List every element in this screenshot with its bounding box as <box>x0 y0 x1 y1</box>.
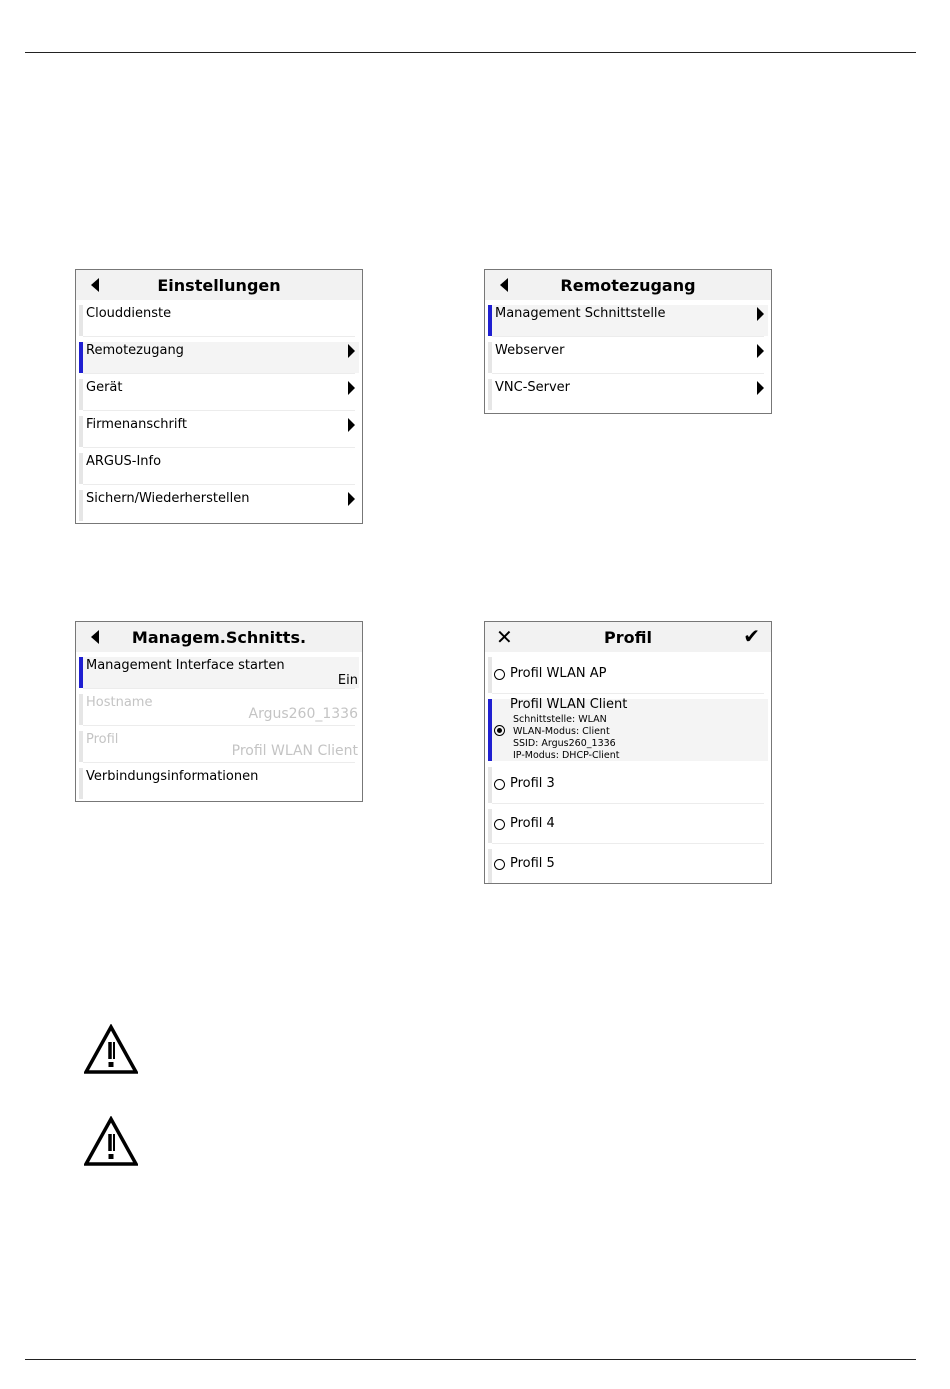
settings-item-label: ARGUS-Info <box>86 454 162 469</box>
profile-item-3[interactable] <box>485 762 771 804</box>
detail-line: WLAN-Modus: Client <box>513 726 610 737</box>
detail-line: Schnittstelle: WLAN <box>513 714 607 725</box>
settings-item-argus-info[interactable] <box>76 448 362 485</box>
settings-item-clouddienste[interactable] <box>76 300 362 337</box>
radio-button[interactable] <box>494 859 505 870</box>
profile-screen <box>484 621 772 884</box>
radio-button[interactable] <box>494 819 505 830</box>
radio-button[interactable] <box>494 779 505 790</box>
settings-item-label: Gerät <box>86 380 123 395</box>
settings-item-label: Clouddienste <box>86 306 172 321</box>
profile-item-wlan-ap[interactable] <box>485 652 771 694</box>
profile-title: Profil <box>604 627 652 647</box>
management-item-value: Ein <box>337 673 358 688</box>
radio-button[interactable] <box>494 725 505 736</box>
remote-header <box>485 270 771 300</box>
settings-item-label: Firmenanschrift <box>86 417 187 432</box>
chevron-right-icon <box>348 418 355 432</box>
remote-item-label: VNC-Server <box>495 380 571 395</box>
chevron-right-icon <box>348 344 355 358</box>
management-item-label: Profil <box>86 732 119 747</box>
detail-line: SSID: Argus260_1336 <box>513 738 616 749</box>
settings-item-firmenanschrift[interactable] <box>76 411 362 448</box>
management-screen <box>75 621 363 802</box>
settings-item-label: Remotezugang <box>86 343 184 358</box>
chevron-right-icon <box>757 307 764 321</box>
management-item-value: Profil WLAN Client <box>231 743 358 759</box>
chevron-right-icon <box>757 381 764 395</box>
profile-item-label: Profil 5 <box>510 856 555 871</box>
management-item-verbindung[interactable] <box>76 763 362 800</box>
settings-item-remotezugang[interactable] <box>76 337 362 374</box>
profile-item-label: Profil WLAN AP <box>510 666 607 681</box>
settings-item-geraet[interactable] <box>76 374 362 411</box>
management-item-start[interactable] <box>76 652 362 689</box>
bottom-rule <box>25 1359 916 1360</box>
management-item-hostname <box>76 689 362 726</box>
remote-item-management[interactable] <box>485 300 771 337</box>
management-item-value: Argus260_1336 <box>248 706 358 722</box>
settings-item-sichern[interactable] <box>76 485 362 522</box>
close-icon[interactable]: ✕ <box>496 625 513 649</box>
profile-item-4[interactable] <box>485 804 771 844</box>
remote-item-label: Management Schnittstelle <box>495 306 666 321</box>
management-item-profil <box>76 726 362 763</box>
top-rule <box>25 52 916 53</box>
back-arrow-icon[interactable] <box>91 278 99 292</box>
back-arrow-icon[interactable] <box>500 278 508 292</box>
profile-header <box>485 622 771 652</box>
remote-item-vnc[interactable] <box>485 374 771 411</box>
remote-item-label: Webserver <box>495 343 565 358</box>
remote-title: Remotezugang <box>560 275 696 295</box>
detail-line: IP-Modus: DHCP-Client <box>513 750 620 761</box>
profile-item-label: Profil 3 <box>510 776 555 791</box>
profile-details <box>513 714 620 762</box>
chevron-right-icon <box>348 492 355 506</box>
management-header <box>76 622 362 652</box>
settings-header <box>76 270 362 300</box>
check-icon[interactable]: ✔ <box>743 624 760 648</box>
back-arrow-icon[interactable] <box>91 630 99 644</box>
warning-triangle-icon <box>84 1116 138 1166</box>
settings-screen <box>75 269 363 524</box>
management-item-label: Verbindungsinformationen <box>86 769 259 784</box>
remote-screen <box>484 269 772 414</box>
chevron-right-icon <box>348 381 355 395</box>
settings-item-label: Sichern/Wiederherstellen <box>86 491 250 506</box>
remote-item-webserver[interactable] <box>485 337 771 374</box>
radio-button[interactable] <box>494 669 505 680</box>
profile-item-5[interactable] <box>485 844 771 884</box>
management-item-label: Management Interface starten <box>86 658 285 673</box>
chevron-right-icon <box>757 344 764 358</box>
profile-item-label: Profil 4 <box>510 816 555 831</box>
management-item-label: Hostname <box>86 695 153 710</box>
management-title: Managem.Schnitts. <box>131 627 307 647</box>
profile-item-wlan-client[interactable] <box>485 694 771 762</box>
profile-item-label: Profil WLAN Client <box>510 697 628 712</box>
warning-triangle-icon <box>84 1024 138 1074</box>
settings-title: Einstellungen <box>157 275 281 295</box>
